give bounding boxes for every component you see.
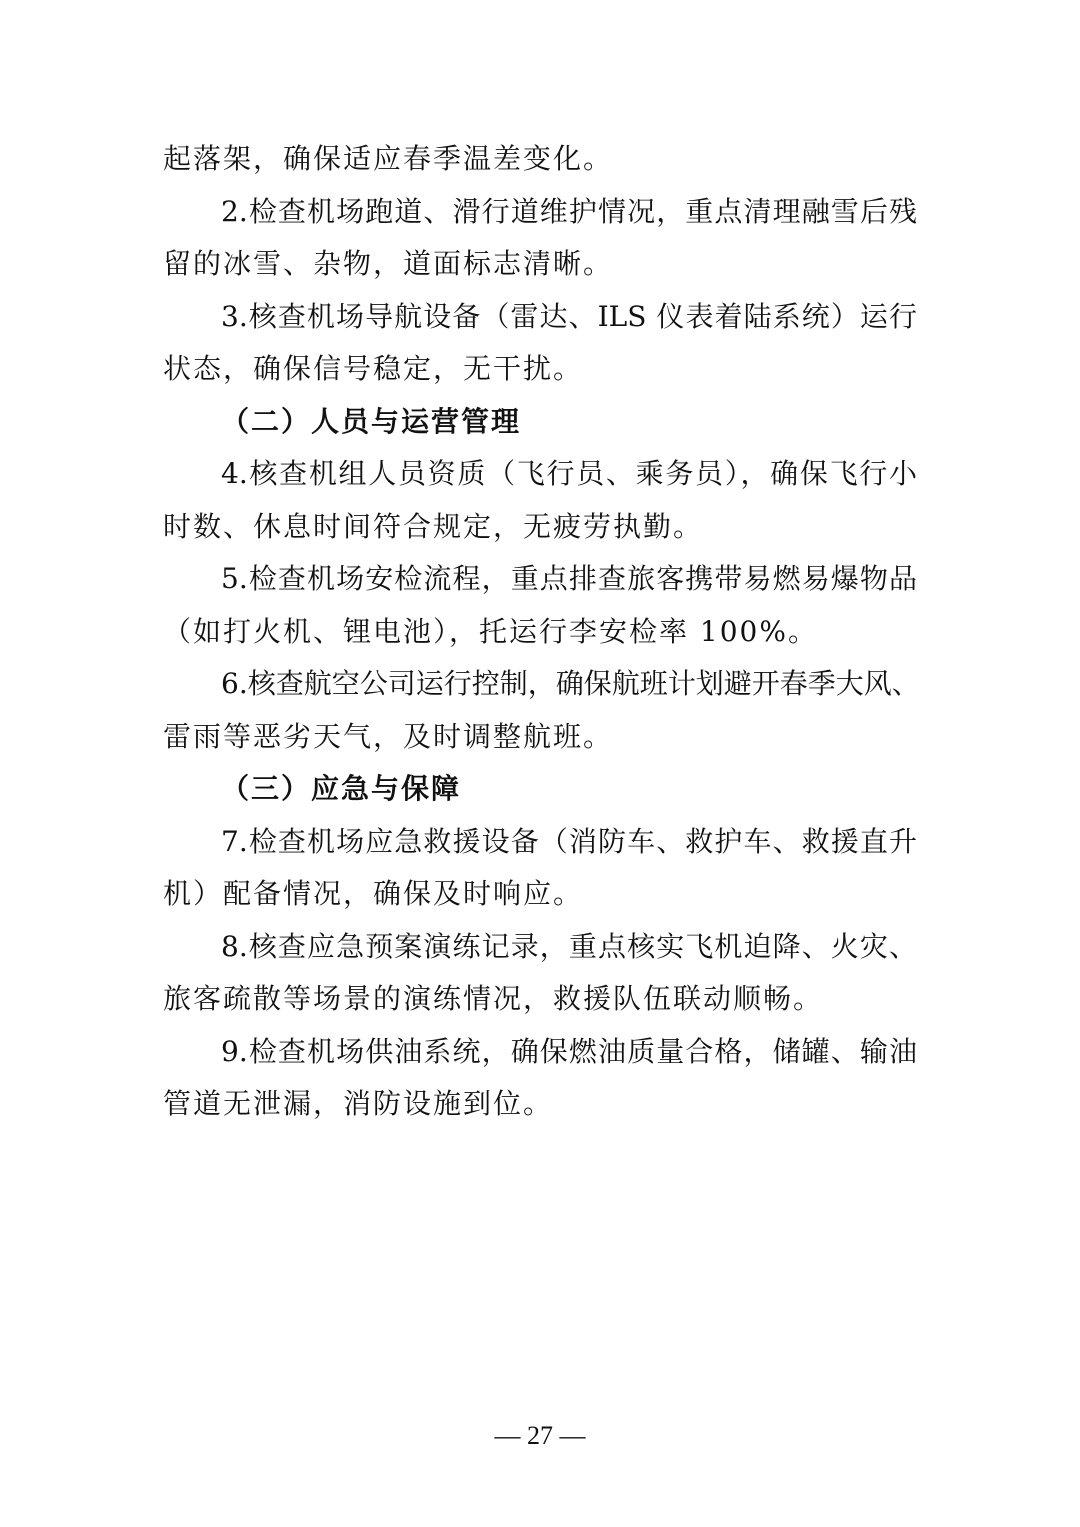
page-number: — 27 — <box>494 1421 586 1450</box>
section-heading: （三）应急与保障 <box>221 772 462 805</box>
text-line: 时数、休息时间符合规定，无疲劳执勤。 <box>163 509 704 543</box>
section-heading: （二）人员与运营管理 <box>221 404 522 438</box>
text-line: 状态，确保信号稳定，无干扰。 <box>163 352 584 385</box>
text-line: 8.核查应急预案演练记录，重点核实飞机迫降、火灾、 <box>221 929 917 963</box>
text-line: 留的冰雪、杂物，道面标志清晰。 <box>163 247 614 280</box>
text-line: 4.核查机组人员资质（飞行员、乘务员），确保飞行小 <box>221 457 917 490</box>
body-text <box>163 133 920 1131</box>
text-line: 3.核查机场导航设备（雷达、ILS 仪表着陆系统）运行 <box>221 299 917 333</box>
text-line: 管道无泄漏，消防设施到位。 <box>163 1087 554 1120</box>
text-line: 旅客疏散等场景的演练情况，救援队伍联动顺畅。 <box>163 982 824 1015</box>
text-line: 6.核查航空公司运行控制，确保航班计划避开春季大风、 <box>221 667 920 700</box>
text-line: 雷雨等恶劣天气，及时调整航班。 <box>163 719 614 753</box>
text-line: 机）配备情况，确保及时响应。 <box>163 877 584 910</box>
text-line: 起落架，确保适应春季温差变化。 <box>163 142 614 175</box>
text-line: 2.检查机场跑道、滑行道维护情况，重点清理融雪后残 <box>221 194 917 228</box>
text-line: 5.检查机场安检流程，重点排查旅客携带易燃易爆物品 <box>221 562 917 595</box>
text-line: （如打火机、锂电池），托运行李安检率 100%。 <box>163 614 818 648</box>
text-line: 9.检查机场供油系统，确保燃油质量合格，储罐、输油 <box>221 1034 917 1068</box>
text-line: 7.检查机场应急救援设备（消防车、救护车、救援直升 <box>221 824 917 858</box>
